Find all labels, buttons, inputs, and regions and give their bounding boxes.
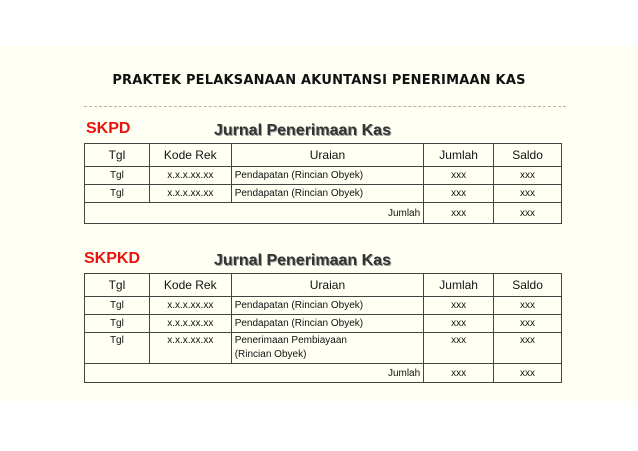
cell-jumlah: xxx	[424, 315, 494, 333]
header-kode-rek: Kode Rek	[149, 144, 231, 167]
section-label-skpkd: SKPKD	[84, 250, 141, 267]
journal-title-skpkd: Jurnal Penerimaan Kas	[214, 252, 391, 269]
cell-kode-rek: x.x.x.xx.xx	[149, 167, 231, 185]
total-label: Jumlah	[85, 364, 424, 383]
table-row	[85, 185, 562, 203]
cell-tgl: Tgl	[85, 297, 150, 315]
cell-uraian: Pendapatan (Rincian Obyek)	[231, 167, 423, 185]
cell-tgl: Tgl	[85, 167, 150, 185]
cell-uraian	[231, 333, 423, 364]
table-header-row	[85, 274, 562, 297]
cell-saldo: xxx	[494, 333, 562, 364]
header-jumlah: Jumlah	[424, 274, 494, 297]
cell-uraian: Pendapatan (Rincian Obyek)	[231, 185, 423, 203]
table-header-row	[85, 144, 562, 167]
table-row	[85, 167, 562, 185]
header-saldo: Saldo	[494, 274, 562, 297]
cell-kode-rek: x.x.x.xx.xx	[149, 315, 231, 333]
cell-uraian: Pendapatan (Rincian Obyek)	[231, 297, 423, 315]
cell-jumlah: xxx	[424, 297, 494, 315]
journal-title-skpd: Jurnal Penerimaan Kas	[214, 122, 391, 139]
journal-table-skpd	[84, 143, 562, 224]
cell-jumlah: xxx	[424, 167, 494, 185]
cell-jumlah: xxx	[424, 333, 494, 364]
cell-jumlah: xxx	[424, 185, 494, 203]
header-tgl: Tgl	[85, 144, 150, 167]
cell-kode-rek: x.x.x.xx.xx	[149, 333, 231, 364]
total-row	[85, 203, 562, 224]
cell-saldo: xxx	[494, 315, 562, 333]
cell-tgl: Tgl	[85, 315, 150, 333]
cell-tgl: Tgl	[85, 185, 150, 203]
title-divider	[84, 106, 566, 107]
page-title: PRAKTEK PELAKSANAAN AKUNTANSI PENERIMAAN KAS	[112, 73, 526, 88]
cell-kode-rek: x.x.x.xx.xx	[149, 297, 231, 315]
cell-uraian: Pendapatan (Rincian Obyek)	[231, 315, 423, 333]
section-label-skpd: SKPD	[86, 120, 131, 137]
table-row	[85, 315, 562, 333]
header-saldo: Saldo	[494, 144, 562, 167]
cell-kode-rek: x.x.x.xx.xx	[149, 185, 231, 203]
total-label: Jumlah	[85, 203, 424, 224]
cell-tgl: Tgl	[85, 333, 150, 364]
header-jumlah: Jumlah	[424, 144, 494, 167]
header-tgl: Tgl	[85, 274, 150, 297]
total-jumlah: xxx	[424, 364, 494, 383]
cell-saldo: xxx	[494, 297, 562, 315]
header-kode-rek: Kode Rek	[149, 274, 231, 297]
header-uraian: Uraian	[231, 144, 423, 167]
total-row	[85, 364, 562, 383]
total-jumlah: xxx	[424, 203, 494, 224]
cell-uraian-line1: Penerimaan Pembiayaan	[234, 335, 347, 346]
journal-table-skpkd	[84, 273, 562, 383]
total-saldo: xxx	[494, 364, 562, 383]
table-row	[85, 333, 562, 364]
cell-saldo: xxx	[494, 185, 562, 203]
cell-saldo: xxx	[494, 167, 562, 185]
header-uraian: Uraian	[231, 274, 423, 297]
table-row	[85, 297, 562, 315]
cell-uraian-line2: (Rincian Obyek)	[234, 349, 307, 360]
total-saldo: xxx	[494, 203, 562, 224]
